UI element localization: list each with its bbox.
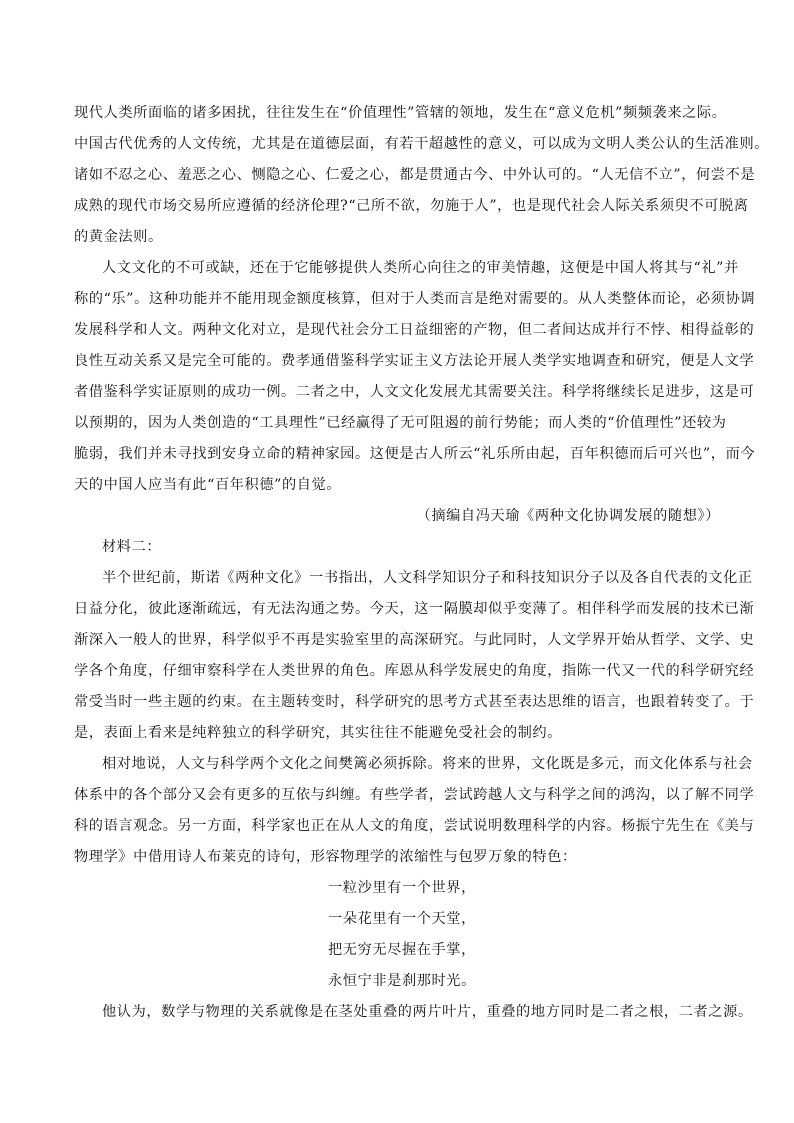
poem-line: 永恒宁非是刹那时光。: [328, 973, 476, 989]
source-citation: （摘编自冯天瑜《两种文化协调发展的随想》）: [416, 508, 720, 524]
text-line: 诸如不忍之心、羞恶之心、恻隐之心、仁爱之心，都是贯通古今、中外认可的。“人无信不立”，何尝不是: [74, 167, 756, 183]
section-heading: 材料二：: [102, 539, 162, 555]
text-line: 良性互动关系又是完全可能的。费孝通借鉴科学实证主义方法论开展人类学实地调查和研究，便是人文学: [74, 353, 755, 369]
text-line: 称的“乐”。这种功能并不能用现金额度核算，但对于人类而言是绝对需要的。从人类整体而论，必须协调: [74, 291, 756, 307]
material-two-paragraph-3: [74, 997, 753, 1028]
material-two-paragraph-1: [74, 563, 755, 749]
poem-line: 一朵花里有一个天堂，: [328, 911, 476, 927]
text-line: 脆弱，我们并未寻找到安身立命的精神家园。这便是古人所云“礼乐所由起，百年积德而后可兴也”，而今: [74, 446, 756, 462]
text-line: 常受当时一些主题的约束。在主题转变时，科学研究的思考方式甚至表达思维的语言，也跟着转变了。于: [74, 694, 755, 710]
text-line: 天的中国人应当有此“百年积德”的自觉。: [74, 477, 342, 493]
text-line: 体系中的各个部分又会有更多的互依与纠缠。有些学者，尝试跨越人文与科学之间的鸿沟，以了解不同学: [74, 787, 755, 803]
poem-block: [74, 873, 724, 997]
text-line: 半个世纪前，斯诺《两种文化》一书指出，人文科学知识分子和科技知识分子以及各自代表的文化正: [102, 570, 753, 586]
text-line: 相对地说，人文与科学两个文化之间樊篱必须拆除。将来的世界，文化既是多元，而文化体系与社会: [102, 756, 753, 772]
poem-line: 把无穷无尽握在手掌，: [328, 942, 476, 958]
text-line: 中国古代优秀的人文传统，尤其是在道德层面，有若干超越性的意义，可以成为文明人类公认的生活准则。: [74, 136, 770, 152]
text-line: 渐深入一般人的世界，科学似乎不再是实验室里的高深研究。与此同时，人文学界开始从哲学、文学、史: [74, 632, 755, 648]
text-line: 现代人类所面临的诸多困扰，往往发生在“价值理性”管辖的领地，发生在“意义危机”频频袭来之际。: [74, 105, 727, 121]
text-line: 是，表面上看来是纯粹独立的科学研究，其实往往不能避免受社会的制约。: [74, 725, 562, 741]
text-line: 科的语言观念。另一方面，科学家也正在从人文的角度，尝试说明数理科学的内容。杨振宁先生在《美与: [74, 818, 755, 834]
text-line: 日益分化，彼此逐渐疏远，有无法沟通之势。今天，这一隔膜却似乎变薄了。相伴科学而发展的技术已渐: [74, 601, 755, 617]
text-line: 他认为，数学与物理的关系就像是在茎处重叠的两片叶片，重叠的地方同时是二者之根，二者之源。: [102, 1004, 753, 1020]
material-one-paragraph-1: [74, 98, 770, 253]
text-line: 物理学》中借用诗人布莱克的诗句，形容物理学的浓缩性与包罗万象的特色：: [74, 849, 577, 865]
document-page: [74, 98, 770, 1028]
text-line: 的黄金法则。: [74, 229, 163, 245]
text-line: 以预期的，因为人类创造的“工具理性”已经赢得了无可阻遏的前行势能；而人类的“价值理性”还较为: [74, 415, 727, 431]
text-line: 者借鉴科学实证原则的成功一例。二者之中，人文文化发展尤其需要关注。科学将继续长足进步，这是可: [74, 384, 755, 400]
text-line: 发展科学和人文。两种文化对立，是现代社会分工日益细密的产物，但二者间达成并行不悖、相得益彰的: [74, 322, 755, 338]
poem-line: 一粒沙里有一个世界，: [328, 880, 476, 896]
material-two-paragraph-2: [74, 749, 755, 873]
text-line: 成熟的现代市场交易所应遵循的经济伦理?“己所不欲，勿施于人”，也是现代社会人际关系须臾不可脱离: [74, 198, 749, 214]
material-one-paragraph-2: [74, 253, 756, 501]
text-line: 人文文化的不可或缺，还在于它能够提供人类所心向往之的审美情趣，这便是中国人将其与“礼”并: [102, 260, 739, 276]
text-line: 学各个角度，仔细审察科学在人类世界的角色。库恩从科学发展史的角度，指陈一代又一代的科学研究经: [74, 663, 755, 679]
